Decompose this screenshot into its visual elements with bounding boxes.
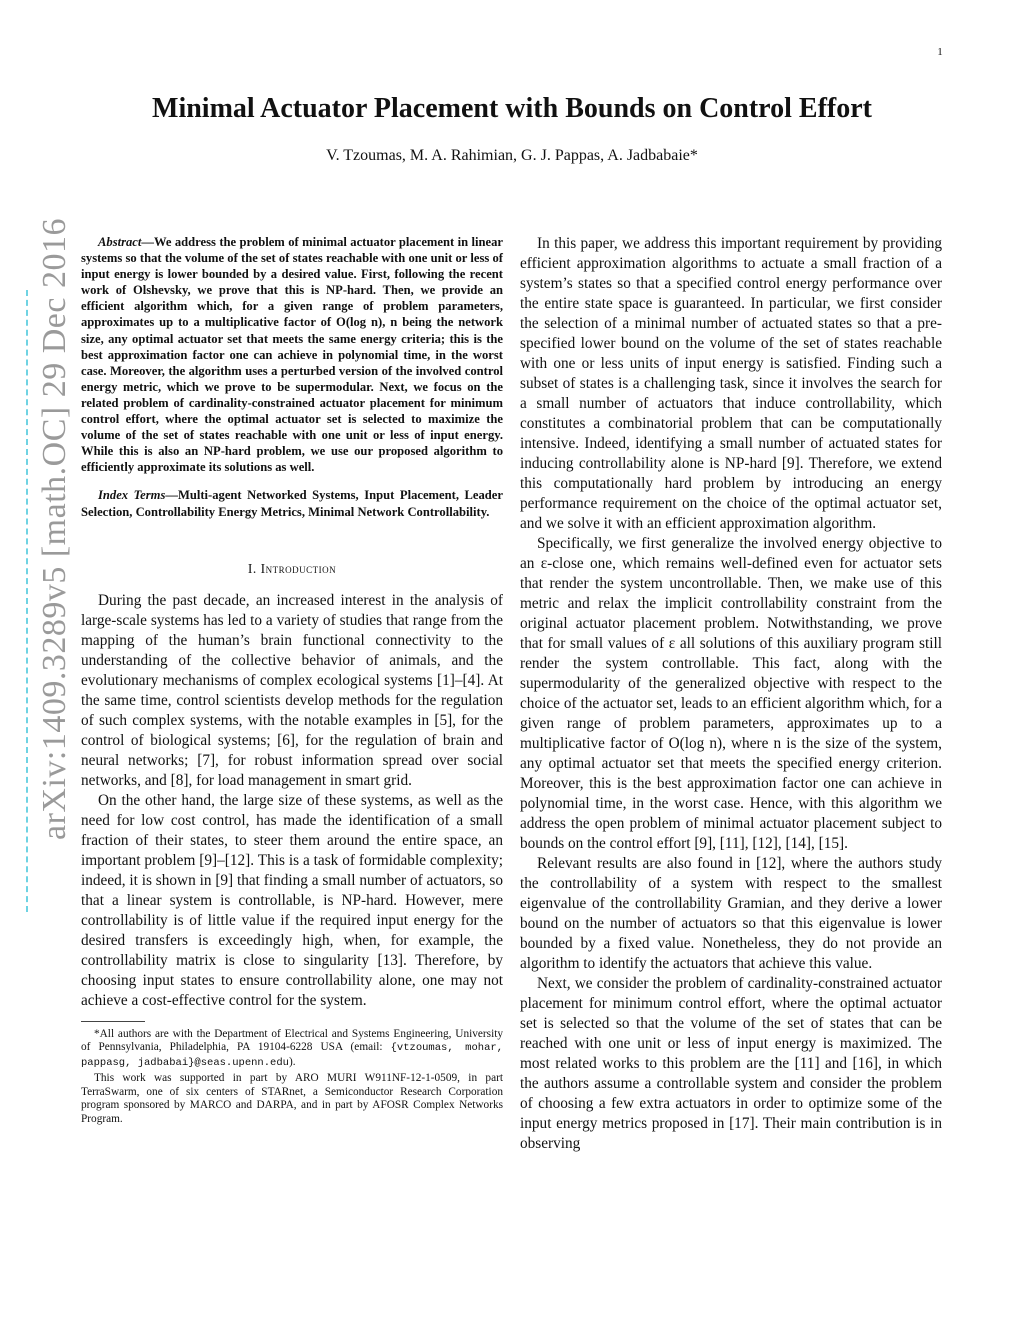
- footnote-affiliation: [81, 1028, 503, 1071]
- intro-paragraph: On the other hand, the large size of these systems, as well as the need for low cost control, has made the identification of a small fraction of their states, to steer them around the entire space, an important problem [9]–[12]. This is a task of formidable complexity; indeed, it is shown in [9] that finding a small number of actuators, so that a linear system is controllable, is NP-hard. However, mere controllability is of little value if the required input energy for the desired transfers is exceedingly high, when, for example, the controllability matrix is close to singularity [13]. Therefore, by choosing input states to ensure controllability alone, one may not achieve a cost-effective control for the system.: [81, 791, 503, 1009]
- index-terms: [81, 487, 503, 519]
- paper-authors: V. Tzoumas, M. A. Rahimian, G. J. Pappas, A. Jadbabaie*: [326, 147, 698, 164]
- abstract: [81, 234, 503, 475]
- index-terms-text: —Multi-agent Networked Systems, Input Placement, Leader Selection, Controllability Energy Metrics, Minimal Network Controllability.: [81, 488, 503, 519]
- intro-paragraph: During the past decade, an increased interest in the analysis of large-scale systems has led to a variety of studies that range from the mapping of the human’s brain functional connectivity to the understanding of the collective behavior of animals, and the evolutionary mechanisms of complex ecological systems [1]–[4]. At the same time, control scientists develop methods for the regulation of such complex systems, with the notable examples in [5], for the control of biological systems; [6], for the regulation of brain and neural networks; [7], for robust information spread over social networks, and [8], for load management in smart grid.: [81, 591, 503, 789]
- body-paragraph: Next, we consider the problem of cardinality-constrained actuator placement for minimum control effort, where the optimal actuator set is selected so that the volume of the set of states that can be reached with one unit or less of input energy is maximized. The most related works to this problem are the [11] and [16], in which the authors assume a controllable system and consider the problem of choosing a few extra actuators in order to optimize some of the input energy metrics proposed in [17]. Their main contribution is in observing: [520, 975, 942, 1152]
- index-terms-label: Index Terms: [98, 488, 166, 503]
- right-column: [520, 234, 942, 1154]
- footnote-rule: [81, 1021, 145, 1022]
- abstract-label: Abstract: [98, 235, 142, 249]
- page-number: 1: [937, 46, 943, 58]
- arxiv-side-stamp: arXiv:1409.3289v5 [math.OC] 29 Dec 2016: [36, 218, 73, 840]
- paper-title: Minimal Actuator Placement with Bounds on Control Effort: [152, 93, 872, 124]
- arxiv-stamp-divider: [26, 290, 28, 912]
- body-paragraph: Specifically, we first generalize the involved energy objective to an ε-close one, which remains well-defined even for actuator sets that render the system uncontrollable. Then, we make use of this metric and relax the implicit controllability constraint from the original actuator placement problem. Notwithstanding, we prove that for small values of ε all solutions of this auxiliary program still render the system controllable. This fact, along with the supermodularity of the generalized objective with respect to the choice of the actuator set, leads to an efficient algorithm which, for a given range of problem parameters, approximates up to a multiplicative factor of O(log n), where n is the size of the system, any optimal actuator set that meets the specified energy criterion. Moreover, this is the best approximation factor one can achieve in polynomial time, in the worst case. Hence, with this algorithm we address the open problem of minimal actuator placement subject to bounds on the control effort [9], [11], [12], [14], [15].: [520, 535, 942, 852]
- left-column: [81, 234, 503, 1126]
- footnote-funding: This work was supported in part by ARO MURI W911NF-12-1-0509, in part TerraSwarm, one of six centers of STARnet, a Semiconductor Research Corporation program sponsored by MARCO and DARPA, and in part by AFOSR Complex Networks Program.: [81, 1072, 503, 1125]
- abstract-text: —We address the problem of minimal actuator placement in linear systems so that the volume of the set of states reachable with one unit or less of input energy is lower bounded by a desired value. First, following the recent work of Olshevsky, we prove that this is NP-hard. Then, we provide an efficient algorithm which, for a given range of problem parameters, approximates up to a multiplicative factor of O(log n), n being the network size, any optimal actuator set that meets the same energy criteria; this is the best approximation factor one can achieve in polynomial time, in the worst case. Moreover, the algorithm uses a perturbed version of the involved control energy metric, which we prove to be supermodular. Next, we focus on the related problem of cardinality-constrained actuator placement for minimum control effort, where the optimal actuator set is selected to maximize the volume of the set of states reachable with one unit or less of input energy. While this is also an NP-hard problem, we use our proposed algorithm to efficiently approximate its solutions as well.: [81, 235, 503, 475]
- affiliation-end: ).: [288, 1055, 296, 1068]
- body-paragraph: Relevant results are also found in [12], where the authors study the controllability of a system with respect to the smallest eigenvalue of the controllability Gramian, and they derive a lower bound on the number of actuators so that this eigenvalue is lower bounded by a fixed value. Nonetheless, they do not provide an algorithm to identify the actuators that achieve this value.: [520, 855, 942, 972]
- section-heading-introduction: I. Introduction: [247, 560, 337, 576]
- body-paragraph: In this paper, we address this important requirement by providing efficient approximation algorithms to actuate a small fraction of a system’s states so that a specified control energy performance over the entire state space is guaranteed. In particular, we first consider the selection of a minimal number of actuated states so that a pre-specified lower bound on the volume of the set of states reachable with one or less units of input energy is satisfied. Finding such a subset of states is a challenging task, since it involves the search for a small number of actuators that induce controllability, which constitutes a combinatorial problem that can be computationally intensive. Indeed, identifying a small number of actuated states for inducing controllability alone is NP-hard [9]. Therefore, we extend this computationally hard problem by introducing an energy performance requirement on the choice of the optimal actuator set, and we solve it with an efficient approximation algorithm.: [520, 235, 942, 532]
- affiliation-text: *All authors are with the Department of Electrical and Systems Engineering, University of Pennsylvania, Philadelphia, PA 19104-6228 USA (email:: [81, 1027, 503, 1054]
- author-emails: {vtzoumas, mohar, pappasg, jadbabai}@seas.upenn.edu: [81, 1042, 503, 1069]
